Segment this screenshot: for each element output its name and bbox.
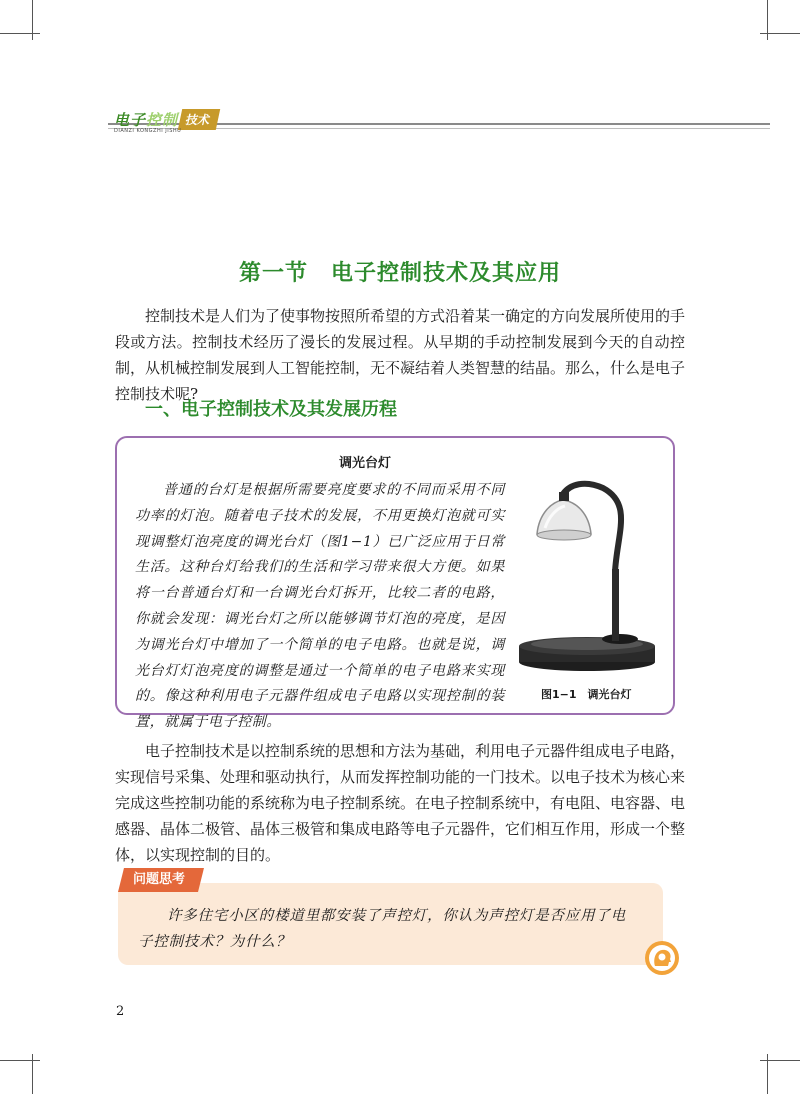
question-tab	[118, 868, 204, 892]
book-logo	[114, 106, 218, 130]
reading-box-text: 普通的台灯是根据所需要亮度要求的不同而采用不同功率的灯泡。随着电子技术的发展，不用更换灯泡就可实现调整灯泡亮度的调光台灯（图1−1）已广泛应用于日常生活。这种台灯给我们的生活和学习带来很大方便。如果将一台普通台灯和一台调光台灯拆开，比较二者的电路，你就会发现：调光台灯之所以能够调节灯泡的亮度，是因为调光台灯中增加了一个简单的电子电路。也就是说，调光台灯灯泡亮度的调整是通过一个简单的电子电路来实现的。像这种利用电子元器件组成电子电路以实现控制的装置，就属于电子控制。	[135, 482, 505, 731]
logo-subtext: DIANZI KONGZHI JISHU	[114, 128, 182, 134]
crop-mark	[32, 0, 33, 40]
figure-caption: 图1−1 调光台灯	[541, 688, 632, 701]
intro-paragraph: 控制技术是人们为了使事物按照所希望的方式沿着某一确定的方向发展所使用的手段或方法。控制技术经历了漫长的发展过程。从早期的手动控制发展到今天的自动控制，从机械控制发展到人工智能控制，无不凝结着人类智慧的结晶。那么，什么是电子控制技术呢?	[115, 307, 686, 403]
page-number: 2	[116, 1004, 125, 1019]
logo-tag: 技术	[178, 109, 220, 130]
crop-mark	[767, 0, 768, 40]
logo-text: 电子	[114, 111, 147, 129]
crop-mark	[760, 33, 800, 34]
crop-mark	[760, 1060, 800, 1061]
logo-text: 控制	[146, 111, 179, 129]
crop-mark	[0, 1060, 40, 1061]
section-title: 第一节 电子控制技术及其应用	[238, 261, 561, 286]
question-text: 许多住宅小区的楼道里都安装了声控灯，你认为声控灯是否应用了电子控制技术？为什么？	[138, 908, 626, 950]
reading-box	[115, 436, 675, 731]
dimmer-lamp-image	[515, 474, 660, 674]
thinking-head-icon	[644, 940, 680, 976]
crop-mark	[0, 33, 40, 34]
reading-box-title: 调光台灯	[339, 456, 392, 471]
running-header	[108, 104, 770, 134]
subsection-title: 一、电子控制技术及其发展历程	[145, 399, 397, 420]
question-tab-label: 问题思考	[132, 872, 186, 887]
body-paragraph: 电子控制技术是以控制系统的思想和方法为基础，利用电子元器件组成电子电路，实现信号采集、处理和驱动执行，从而发挥控制功能的一门技术。以电子技术为核心来完成这些控制功能的系统称为电子控制系统。在电子控制系统中，有电阻、电容器、电感器、晶体二极管、晶体三极管和集成电路等电子元器件，它们相互作用，形成一个整体，以实现控制的目的。	[115, 742, 686, 864]
